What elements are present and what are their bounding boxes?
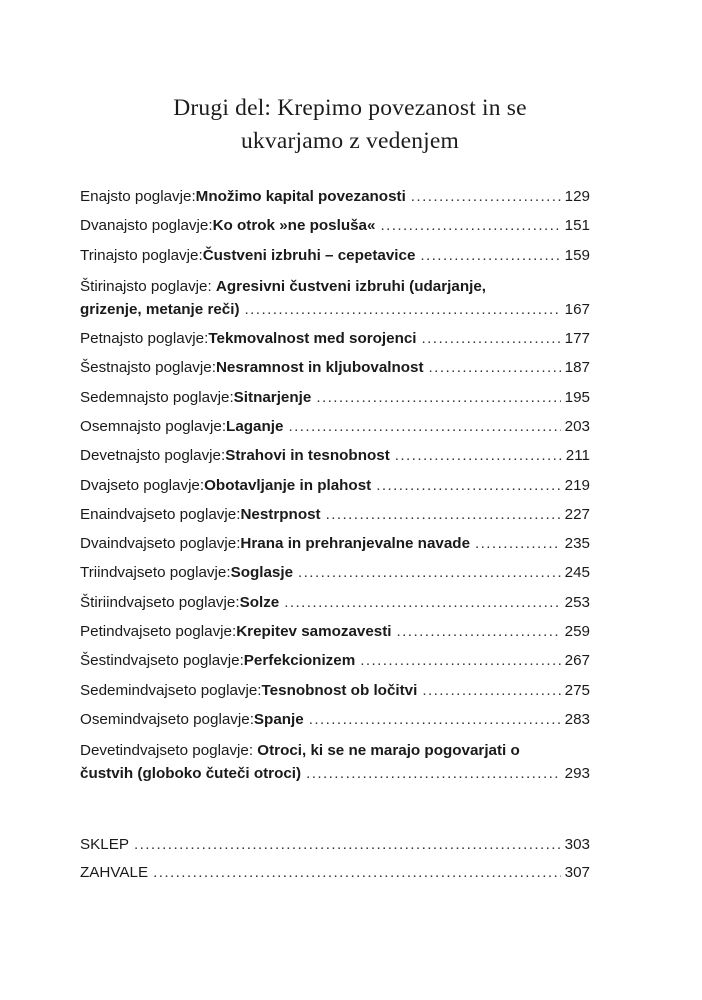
chapter-label: Devetnajsto poglavje: bbox=[80, 447, 226, 465]
page-number: 129 bbox=[564, 188, 590, 205]
chapter-label: Devetindvajseto poglavje: bbox=[80, 742, 258, 760]
chapter-label: Štirinajsto poglavje: bbox=[80, 277, 216, 295]
chapter-label: Šestindvajseto poglavje: bbox=[80, 652, 244, 670]
chapter-label: Enajsto poglavje: bbox=[80, 188, 196, 205]
chapter-label: Sedemindvajseto poglavje: bbox=[80, 681, 262, 699]
toc-entry-chapter-22[interactable] bbox=[80, 533, 590, 555]
chapter-label: Šestnajsto poglavje: bbox=[80, 359, 216, 377]
page-number: 177 bbox=[564, 330, 590, 348]
toc-entry-chapter-28[interactable] bbox=[80, 709, 590, 731]
page-number: 227 bbox=[564, 505, 590, 523]
page-number: 195 bbox=[564, 388, 590, 406]
toc-entry-chapter-17[interactable] bbox=[80, 387, 590, 409]
toc-entry-chapter-20[interactable] bbox=[80, 475, 590, 497]
dot-leader bbox=[153, 862, 561, 884]
dot-leader bbox=[429, 357, 561, 379]
chapter-title-line-2: čustvih (globoko čuteči otroci) bbox=[80, 765, 302, 783]
section-heading bbox=[0, 92, 702, 158]
chapter-label: Osemindvajseto poglavje: bbox=[80, 710, 254, 728]
page-number: 151 bbox=[564, 217, 590, 235]
chapter-title: Strahovi in tesnobnost bbox=[225, 447, 390, 465]
chapter-title-line-1: Otroci, ki se ne marajo pogovarjati o bbox=[257, 742, 520, 760]
dot-leader bbox=[306, 763, 561, 785]
dot-leader bbox=[298, 562, 561, 584]
chapter-label: Dvanajsto poglavje: bbox=[80, 217, 213, 235]
dot-leader bbox=[316, 387, 560, 409]
toc-entry-chapter-12[interactable] bbox=[80, 215, 590, 237]
page-number: 303 bbox=[564, 836, 590, 853]
toc-entry-chapter-29[interactable] bbox=[80, 738, 590, 785]
chapter-title: Čustveni izbruhi – cepetavice bbox=[202, 246, 416, 264]
chapter-title-line-2: grizenje, metanje reči) bbox=[80, 300, 240, 318]
section-heading-line-2: ukvarjamo z vedenjem bbox=[240, 128, 460, 154]
end-matter-label: SKLEP bbox=[80, 836, 129, 853]
dot-leader bbox=[309, 709, 561, 731]
page-number: 267 bbox=[564, 652, 590, 670]
chapter-title: Sitnarjenje bbox=[233, 388, 312, 406]
dot-leader bbox=[475, 533, 561, 555]
toc-entry-chapter-25[interactable] bbox=[80, 621, 590, 643]
chapter-title: Ko otrok »ne posluša« bbox=[212, 217, 376, 235]
toc-entry-conclusion[interactable] bbox=[80, 834, 590, 856]
toc-entry-chapter-15[interactable] bbox=[80, 328, 590, 350]
page-number: 259 bbox=[564, 622, 590, 640]
page-number: 167 bbox=[564, 300, 590, 318]
toc-entry-chapter-13[interactable] bbox=[80, 245, 590, 267]
toc-entry-chapter-23[interactable] bbox=[80, 562, 590, 584]
chapter-label: Trinajsto poglavje: bbox=[80, 246, 203, 264]
chapter-label: Dvaindvajseto poglavje: bbox=[80, 535, 241, 553]
dot-leader bbox=[411, 186, 561, 208]
page-number: 253 bbox=[564, 593, 590, 611]
dot-leader bbox=[395, 445, 562, 467]
chapter-label: Dvajseto poglavje: bbox=[80, 476, 205, 494]
dot-leader bbox=[422, 328, 561, 350]
dot-leader bbox=[422, 680, 560, 702]
chapter-title: Tesnobnost ob ločitvi bbox=[261, 681, 418, 699]
toc-entry-chapter-26[interactable] bbox=[80, 650, 590, 672]
chapter-label: Osemnajsto poglavje: bbox=[80, 417, 227, 435]
dot-leader bbox=[288, 416, 560, 438]
page-number: 283 bbox=[564, 710, 590, 728]
chapter-title: Laganje bbox=[226, 417, 284, 435]
chapter-label: Štiriindvajseto poglavje: bbox=[80, 593, 240, 611]
toc-entry-acknowledgements[interactable] bbox=[80, 862, 590, 884]
page-number: 235 bbox=[564, 535, 590, 553]
end-matter-label: ZAHVALE bbox=[80, 863, 149, 881]
chapter-title: Perfekcionizem bbox=[243, 652, 356, 670]
chapter-title: Množimo kapital povezanosti bbox=[195, 188, 406, 205]
chapter-title: Soglasje bbox=[230, 564, 294, 582]
dot-leader bbox=[134, 834, 561, 856]
dot-leader bbox=[284, 592, 560, 614]
chapter-title-line-1: Agresivni čustveni izbruhi (udarjanje, bbox=[215, 277, 486, 295]
chapter-label: Petnajsto poglavje: bbox=[80, 330, 209, 348]
page-number: 293 bbox=[564, 765, 590, 783]
page-number: 187 bbox=[564, 359, 590, 377]
toc-entry-chapter-11[interactable] bbox=[80, 186, 590, 208]
chapter-title: Obotavljanje in plahost bbox=[204, 476, 372, 494]
dot-leader bbox=[376, 475, 560, 497]
chapter-label: Sedemnajsto poglavje: bbox=[80, 388, 234, 406]
table-of-contents bbox=[80, 186, 590, 792]
page-number: 211 bbox=[565, 447, 590, 465]
dot-leader bbox=[326, 504, 561, 526]
dot-leader bbox=[380, 215, 560, 237]
chapter-title: Spanje bbox=[253, 710, 304, 728]
section-heading-line-1: Drugi del: Krepimo povezanost in se bbox=[173, 95, 527, 121]
toc-entry-chapter-24[interactable] bbox=[80, 592, 590, 614]
toc-entry-chapter-27[interactable] bbox=[80, 680, 590, 702]
page-number: 203 bbox=[564, 417, 590, 435]
toc-entry-chapter-19[interactable] bbox=[80, 445, 590, 467]
page-number: 159 bbox=[564, 246, 590, 264]
chapter-title: Solze bbox=[239, 593, 280, 611]
toc-entry-chapter-21[interactable] bbox=[80, 504, 590, 526]
chapter-label: Petindvajseto poglavje: bbox=[80, 622, 237, 640]
chapter-title: Krepitev samozavesti bbox=[236, 622, 392, 640]
page-number: 219 bbox=[564, 476, 590, 494]
dot-leader bbox=[245, 299, 561, 321]
end-matter-list bbox=[80, 834, 590, 889]
dot-leader bbox=[420, 245, 560, 267]
page-number: 275 bbox=[564, 681, 590, 699]
toc-entry-chapter-18[interactable] bbox=[80, 416, 590, 438]
page-number: 245 bbox=[564, 564, 590, 582]
dot-leader bbox=[397, 621, 561, 643]
toc-entry-chapter-14[interactable] bbox=[80, 274, 590, 321]
chapter-title: Tekmovalnost med sorojenci bbox=[208, 330, 417, 348]
page-number: 307 bbox=[564, 863, 590, 881]
chapter-label: Triindvajseto poglavje: bbox=[80, 564, 231, 582]
dot-leader bbox=[360, 650, 560, 672]
chapter-title: Nestrpnost bbox=[240, 505, 321, 523]
chapter-title: Nesramnost in kljubovalnost bbox=[215, 359, 424, 377]
toc-entry-chapter-16[interactable] bbox=[80, 357, 590, 379]
chapter-title: Hrana in prehranjevalne navade bbox=[240, 535, 471, 553]
chapter-label: Enaindvajseto poglavje: bbox=[80, 505, 241, 523]
